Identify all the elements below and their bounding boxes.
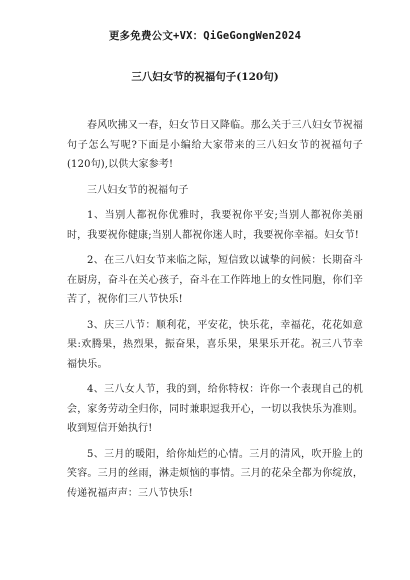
list-item: 2、在三八妇女节来临之际，短信致以诚挚的问候：长期奋斗在厨房，奋斗在关心孩子，奋斗在工作阵地上的女性同胞，你们辛苦了，祝你们三八节快乐! [67, 255, 363, 305]
header-watermark: 更多免费公文+VX：QiGeGongWen2024 [108, 30, 302, 42]
list-item: 4、三八女人节，我的到，给你特权：许你一个表现自己的机会，家务劳动全归你，同时兼职逗我开心，一切以我快乐为准则。收到短信开始执行! [67, 384, 363, 434]
list-item: 1、当别人都祝你优雅时，我要祝你平安;当别人都祝你美丽时，我要祝你健康;当别人都祝你迷人时，我要祝你幸福。妇女节! [67, 210, 363, 241]
document-body [67, 116, 363, 509]
document-title: 三八妇女节的祝福句子(120句) [131, 71, 279, 83]
intro-paragraph: 春风吹拂又一春，妇女节日又降临。那么关于三八妇女节祝福句子怎么写呢?下面是小编给大家带来的三八妇女节的祝福句子(120句),以供大家参考! [67, 120, 363, 170]
list-item: 3、庆三八节：顺利花，平安花，快乐花，幸福花，花花如意果:欢腾果，热烈果，振奋果，喜乐果，果果乐开花。祝三八节幸福快乐。 [67, 319, 363, 370]
list-item: 5、三月的暖阳，给你灿烂的心情。三月的清风，吹开脸上的笑容。三月的丝雨，淋走烦恼的事情。三月的花朵全都为你绽放，传递祝福声声：三八节快乐! [67, 448, 363, 499]
section-heading: 三八妇女节的祝福句子 [87, 184, 189, 196]
